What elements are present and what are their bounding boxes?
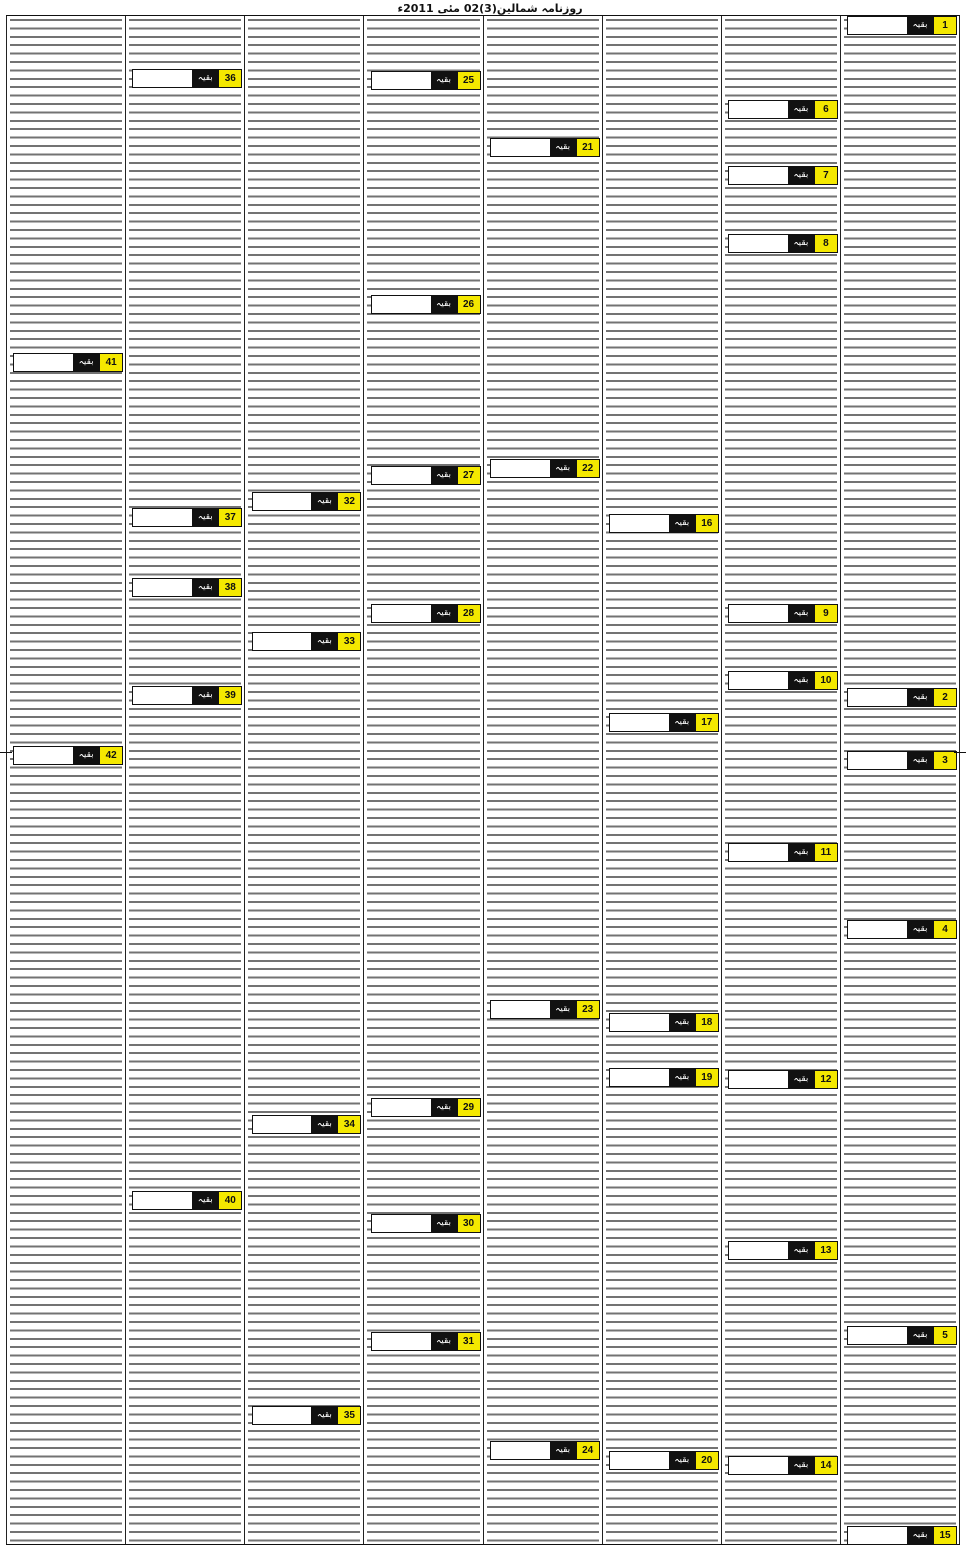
continuation-number: 26	[457, 296, 480, 313]
continuation-box-body	[610, 515, 669, 532]
continuation-number: 19	[695, 1069, 718, 1086]
continuation-box-body	[848, 17, 907, 34]
continuation-label: بقیہ	[788, 167, 814, 184]
continuation-label: بقیہ	[669, 1452, 695, 1469]
continuation-number: 40	[218, 1192, 241, 1209]
continuation-number: 42	[99, 747, 122, 764]
continuation-box-body	[848, 1527, 907, 1544]
continuation-marker	[847, 688, 957, 707]
text-column-1	[840, 16, 960, 1544]
continuation-marker	[371, 466, 481, 485]
continuation-marker	[490, 138, 600, 157]
continuation-marker	[13, 746, 123, 765]
continuation-box-body	[372, 72, 431, 89]
continuation-label: بقیہ	[311, 633, 337, 650]
continuation-box-body	[729, 1071, 788, 1088]
continuation-label: بقیہ	[431, 1099, 457, 1116]
continuation-label: بقیہ	[431, 1333, 457, 1350]
continuation-marker	[371, 71, 481, 90]
continuation-number: 31	[457, 1333, 480, 1350]
page-masthead: روزنامہ شمالین(3)02 مئی 2011ء	[397, 2, 583, 15]
continuation-marker	[847, 751, 957, 770]
continuation-box-body	[133, 509, 192, 526]
continuation-box-body	[610, 1069, 669, 1086]
continuation-number: 12	[814, 1071, 837, 1088]
continuation-box-body	[372, 296, 431, 313]
continuation-marker	[13, 353, 123, 372]
continuation-number: 15	[933, 1527, 956, 1544]
continuation-marker	[728, 843, 838, 862]
text-column-3	[602, 16, 721, 1544]
continuation-number: 14	[814, 1457, 837, 1474]
fold-mark-left	[0, 752, 12, 753]
continuation-number: 21	[576, 139, 599, 156]
text-column-8	[6, 16, 125, 1544]
continuation-label: بقیہ	[788, 605, 814, 622]
continuation-number: 17	[695, 714, 718, 731]
continuation-box-body	[372, 1099, 431, 1116]
continuation-marker	[728, 100, 838, 119]
continuation-label: بقیہ	[669, 515, 695, 532]
continuation-box-body	[372, 1215, 431, 1232]
continuation-marker	[609, 514, 719, 533]
continuation-label: بقیہ	[550, 139, 576, 156]
continuation-number: 13	[814, 1242, 837, 1259]
continuation-number: 10	[814, 672, 837, 689]
continuation-box-body	[729, 167, 788, 184]
continuation-label: بقیہ	[550, 460, 576, 477]
continuation-label: بقیہ	[73, 747, 99, 764]
continuation-box-body	[848, 752, 907, 769]
continuation-box-body	[253, 633, 312, 650]
continuation-label: بقیہ	[788, 1071, 814, 1088]
continuation-label: بقیہ	[431, 467, 457, 484]
continuation-label: بقیہ	[311, 1116, 337, 1133]
continuation-number: 33	[337, 633, 360, 650]
continuation-marker	[609, 713, 719, 732]
continuation-label: بقیہ	[907, 921, 933, 938]
continuation-number: 32	[337, 493, 360, 510]
continuation-number: 3	[933, 752, 956, 769]
continuation-label: بقیہ	[73, 354, 99, 371]
continuation-box-body	[133, 70, 192, 87]
continuation-number: 28	[457, 605, 480, 622]
continuation-label: بقیہ	[907, 17, 933, 34]
continuation-label: بقیہ	[550, 1001, 576, 1018]
continuation-label: بقیہ	[788, 672, 814, 689]
continuation-label: بقیہ	[907, 1327, 933, 1344]
continuation-number: 39	[218, 687, 241, 704]
continuation-label: بقیہ	[907, 689, 933, 706]
text-column-7	[125, 16, 244, 1544]
continuation-box-body	[729, 101, 788, 118]
continuation-label: بقیہ	[192, 579, 218, 596]
continuation-label: بقیہ	[788, 844, 814, 861]
continuation-label: بقیہ	[907, 752, 933, 769]
fold-mark-right	[954, 752, 966, 753]
continuation-number: 34	[337, 1116, 360, 1133]
continuation-number: 5	[933, 1327, 956, 1344]
continuation-box-body	[253, 1116, 312, 1133]
continuation-box-body	[372, 1333, 431, 1350]
continuation-marker	[728, 604, 838, 623]
continuation-marker	[728, 1456, 838, 1475]
continuation-box-body	[14, 747, 73, 764]
continuation-box-body	[729, 844, 788, 861]
continuation-label: بقیہ	[669, 714, 695, 731]
continuation-box-body	[253, 493, 312, 510]
continuation-box-body	[253, 1407, 312, 1424]
continuation-marker	[728, 1241, 838, 1260]
continuation-marker	[132, 686, 242, 705]
continuation-box-body	[491, 1001, 550, 1018]
continuation-marker	[132, 1191, 242, 1210]
continuation-marker	[728, 1070, 838, 1089]
continuation-number: 30	[457, 1215, 480, 1232]
continuation-number: 25	[457, 72, 480, 89]
continuation-marker	[132, 69, 242, 88]
continuation-number: 35	[337, 1407, 360, 1424]
continuation-box-body	[848, 921, 907, 938]
continuation-number: 6	[814, 101, 837, 118]
continuation-marker	[847, 16, 957, 35]
continuation-number: 9	[814, 605, 837, 622]
continuation-marker	[252, 492, 362, 511]
continuation-box-body	[491, 139, 550, 156]
continuation-label: بقیہ	[311, 493, 337, 510]
continuation-label: بقیہ	[669, 1069, 695, 1086]
text-column-2	[721, 16, 840, 1544]
continuation-number: 8	[814, 235, 837, 252]
continuation-number: 11	[814, 844, 837, 861]
continuation-label: بقیہ	[550, 1442, 576, 1459]
continuation-box-body	[848, 689, 907, 706]
continuation-box-body	[133, 687, 192, 704]
continuation-marker	[847, 1526, 957, 1544]
continuation-label: بقیہ	[669, 1014, 695, 1031]
continuation-label: بقیہ	[192, 687, 218, 704]
continuation-number: 37	[218, 509, 241, 526]
continuation-box-body	[729, 235, 788, 252]
continuation-number: 18	[695, 1014, 718, 1031]
continuation-label: بقیہ	[192, 1192, 218, 1209]
continuation-marker	[132, 508, 242, 527]
continuation-box-body	[372, 467, 431, 484]
continuation-box-body	[133, 1192, 192, 1209]
continuation-label: بقیہ	[192, 509, 218, 526]
continuation-marker	[490, 459, 600, 478]
continuation-marker	[728, 166, 838, 185]
continuation-label: بقیہ	[788, 1457, 814, 1474]
continuation-box-body	[491, 460, 550, 477]
continuation-number: 2	[933, 689, 956, 706]
continuation-number: 38	[218, 579, 241, 596]
continuation-number: 20	[695, 1452, 718, 1469]
continuation-label: بقیہ	[431, 605, 457, 622]
continuation-marker	[132, 578, 242, 597]
continuation-number: 36	[218, 70, 241, 87]
continuation-marker	[490, 1441, 600, 1460]
continuation-marker	[252, 1406, 362, 1425]
continuation-label: بقیہ	[907, 1527, 933, 1544]
continuation-marker	[847, 920, 957, 939]
continuation-marker	[728, 671, 838, 690]
continuation-box-body	[848, 1327, 907, 1344]
continuation-number: 16	[695, 515, 718, 532]
continuation-box-body	[610, 1014, 669, 1031]
continuation-box-body	[729, 672, 788, 689]
continuation-label: بقیہ	[431, 1215, 457, 1232]
continuation-label: بقیہ	[311, 1407, 337, 1424]
continuation-label: بقیہ	[431, 72, 457, 89]
continuation-number: 22	[576, 460, 599, 477]
continuation-box-body	[729, 1457, 788, 1474]
continuation-box-body	[372, 605, 431, 622]
continuation-marker	[609, 1451, 719, 1470]
continuation-number: 23	[576, 1001, 599, 1018]
text-column-6	[244, 16, 363, 1544]
continuation-number: 1	[933, 17, 956, 34]
continuation-number: 41	[99, 354, 122, 371]
continuation-label: بقیہ	[431, 296, 457, 313]
continuation-marker	[252, 1115, 362, 1134]
continuation-marker	[371, 604, 481, 623]
continuation-box-body	[133, 579, 192, 596]
continuation-marker	[609, 1068, 719, 1087]
continuation-label: بقیہ	[192, 70, 218, 87]
continuation-box-body	[610, 1452, 669, 1469]
continuation-number: 7	[814, 167, 837, 184]
continuation-box-body	[729, 1242, 788, 1259]
text-column-4	[483, 16, 602, 1544]
continuation-marker	[847, 1326, 957, 1345]
continuation-box-body	[14, 354, 73, 371]
continuation-number: 4	[933, 921, 956, 938]
continuation-marker	[252, 632, 362, 651]
text-columns	[6, 15, 960, 1545]
continuation-label: بقیہ	[788, 1242, 814, 1259]
continuation-number: 29	[457, 1099, 480, 1116]
continuation-marker	[371, 1332, 481, 1351]
continuation-box-body	[610, 714, 669, 731]
continuation-number: 27	[457, 467, 480, 484]
continuation-marker	[490, 1000, 600, 1019]
continuation-box-body	[729, 605, 788, 622]
continuation-marker	[371, 295, 481, 314]
continuation-marker	[609, 1013, 719, 1032]
continuation-marker	[371, 1098, 481, 1117]
continuation-number: 24	[576, 1442, 599, 1459]
continuation-label: بقیہ	[788, 235, 814, 252]
continuation-label: بقیہ	[788, 101, 814, 118]
continuation-box-body	[491, 1442, 550, 1459]
continuation-marker	[371, 1214, 481, 1233]
continuation-marker	[728, 234, 838, 253]
text-column-5	[363, 16, 482, 1544]
